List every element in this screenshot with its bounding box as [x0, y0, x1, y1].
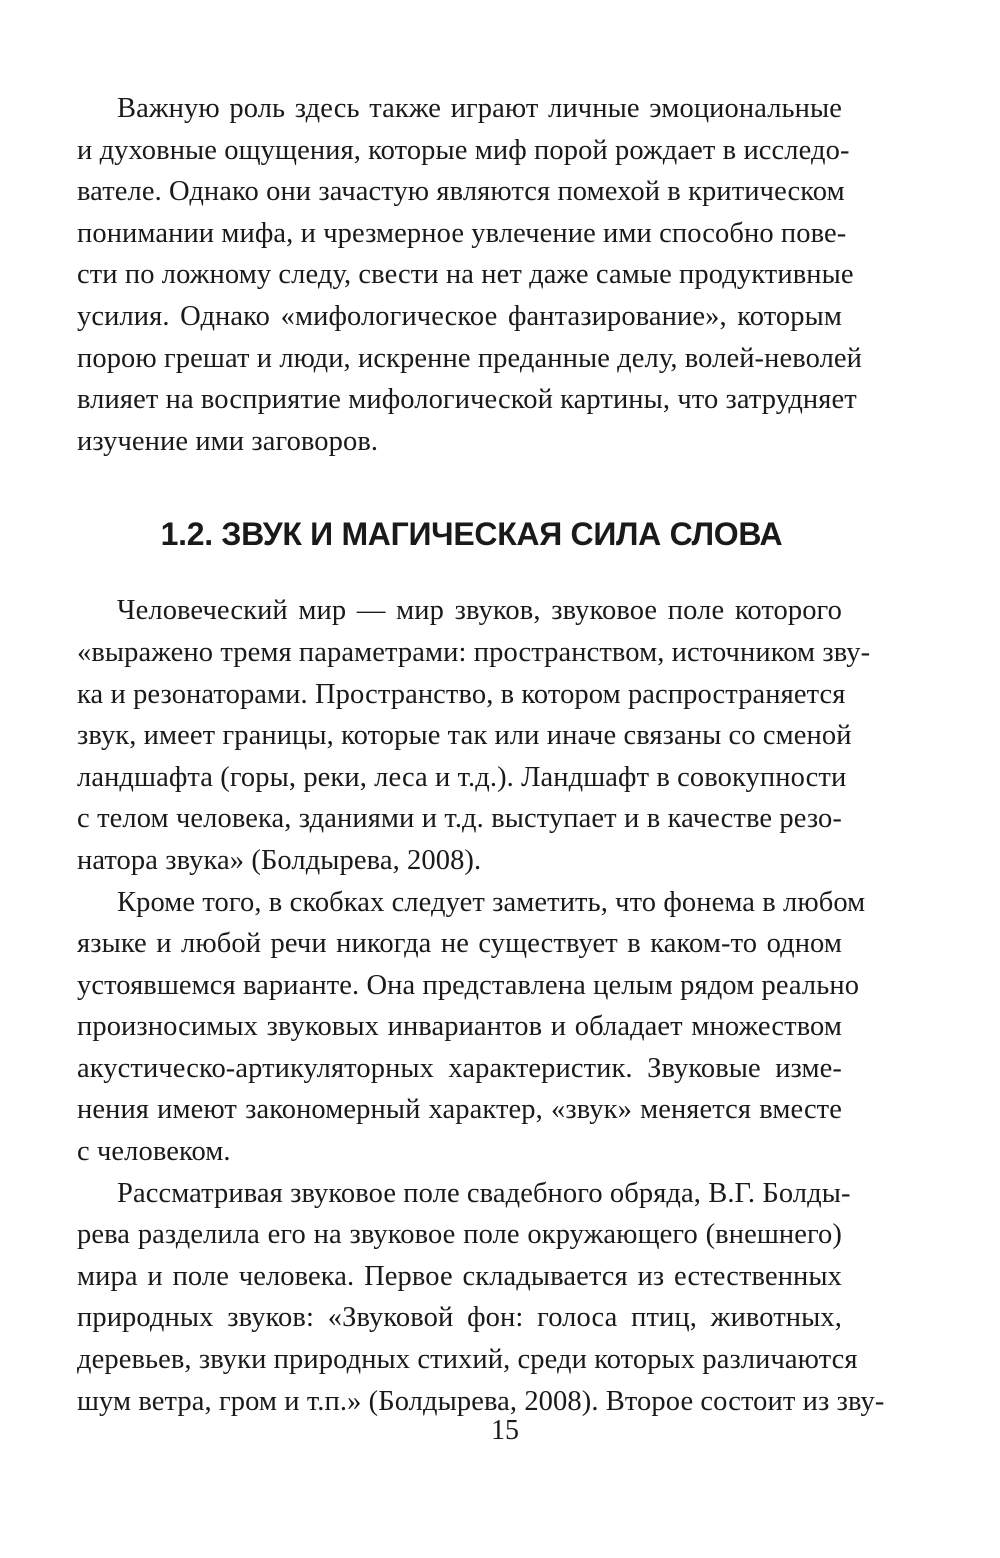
text-line: ка и резонаторами. Пространство, в котором распространяется [77, 678, 846, 710]
text-line: натора звука» (Болдырева, 2008). [77, 844, 482, 876]
text-line: вателе. Однако они зачастую являются помехой в критическом [77, 176, 845, 208]
paragraph-3 [77, 882, 866, 1173]
text-line: Человеческий мир — мир звуков, звуковое поле которого [117, 595, 842, 627]
section-heading: 1.2. ЗВУК И МАГИЧЕСКАЯ СИЛА СЛОВА [160, 516, 783, 553]
text-line: понимании мифа, и чрезмерное увлечение ими способно пове- [77, 217, 847, 249]
text-line: устоявшемся варианте. Она представлена целым рядом реально [77, 969, 860, 1001]
text-line: Кроме того, в скобках следует заметить, что фонема в любом [117, 886, 866, 918]
text-line: звук, имеет границы, которые так или иначе связаны со сменой [77, 720, 852, 752]
paragraph-1 [77, 88, 863, 462]
paragraph-2 [77, 590, 871, 881]
text-line: изучение ими заговоров. [77, 425, 379, 457]
text-line: с телом человека, зданиями и т.д. выступает и в качестве резо- [77, 803, 842, 835]
text-line: порою грешат и люди, искренне преданные делу, волей-неволей [77, 342, 863, 374]
text-line: усилия. Однако «мифологическое фантазирование», которым [77, 300, 842, 332]
text-line: шум ветра, гром и т.п.» (Болдырева, 2008). Второе состоит из зву- [77, 1385, 885, 1417]
text-line: языке и любой речи никогда не существует в каком-то одном [77, 928, 842, 960]
text-line: рева разделила его на звуковое поле окружающего (внешнего) [77, 1219, 842, 1251]
text-line: и духовные ощущения, которые миф порой рождает в исследо- [77, 134, 850, 166]
text-line: деревьев, звуки природных стихий, среди которых различаются [77, 1344, 858, 1376]
text-line: сти по ложному следу, свести на нет даже самые продуктивные [77, 259, 854, 291]
text-line: «выражено тремя параметрами: пространством, источником зву- [77, 636, 871, 668]
text-line: произносимых звуковых инвариантов и обладает множеством [77, 1011, 842, 1043]
text-line: влияет на восприятие мифологической картины, что затрудняет [77, 384, 857, 416]
page-number: 15 [491, 1415, 519, 1446]
text-line: природных звуков: «Звуковой фон: голоса птиц, животных, [77, 1302, 842, 1334]
text-line: Важную роль здесь также играют личные эмоциональные [117, 93, 842, 124]
text-line: Рассматривая звуковое поле свадебного обряда, В.Г. Болды- [117, 1177, 851, 1209]
text-line: мира и поле человека. Первое складывается из естественных [77, 1260, 842, 1292]
text-line: с человеком. [77, 1136, 231, 1168]
text-line: нения имеют закономерный характер, «звук» меняется вместе [77, 1094, 842, 1126]
text-line: ландшафта (горы, реки, леса и т.д.). Ландшафт в совокупности [77, 761, 847, 793]
page-body [77, 88, 885, 1422]
paragraph-4 [77, 1173, 885, 1423]
text-line: акустическо-артикуляторных характеристик. Звуковые изме- [77, 1052, 842, 1084]
